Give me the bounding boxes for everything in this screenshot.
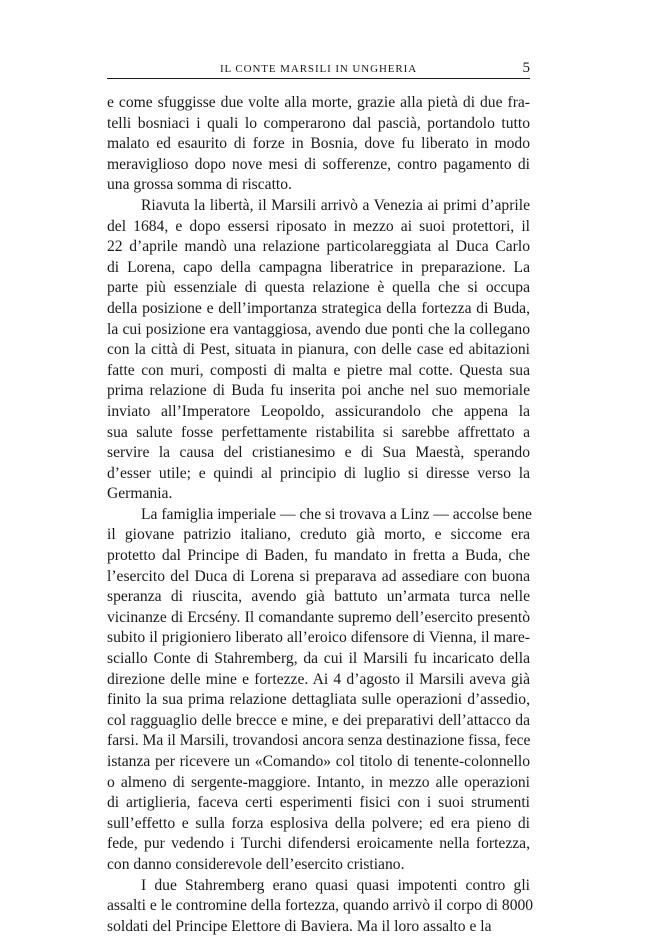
text-line: farsi. Ma il Marsili, trovandosi ancora senza destinazione fissa, fece	[107, 732, 531, 750]
text-line: 22 d’aprile mandò una relazione particolareggiata al Duca Carlo	[107, 238, 530, 256]
text-line: o almeno di sergente-maggiore. Intanto, in mezzo alle operazioni	[107, 773, 530, 791]
text-line: una grossa somma di riscatto.	[107, 176, 292, 194]
text-line: con danno considerevole dell’esercito cristiano.	[107, 855, 405, 873]
text-line: sull’effetto e sulla forza esplosiva della polvere; ed era pieno di	[107, 814, 530, 832]
text-line: telli bosniaci i quali lo comperarono dal pascià, portandolo tutto	[107, 114, 530, 132]
text-line: di artiglieria, faceva certi esperimenti fisici con i suoi strumenti	[107, 794, 530, 812]
text-line: La famiglia imperiale — che si trovava a Linz — accolse bene	[141, 505, 532, 523]
text-line: col ragguaglio delle brecce e mine, e dei preparativi dell’attacco da	[107, 711, 530, 729]
paragraph	[107, 93, 530, 196]
text-line: Riavuta la libertà, il Marsili arrivò a Venezia ai primi d’aprile	[141, 196, 530, 214]
text-line: fatte con muri, composti di malta e pietre mal cotte. Questa sua	[107, 361, 530, 379]
text-line: soldati del Principe Elettore di Baviera. Ma il loro assalto e la	[107, 917, 492, 935]
text-line: I due Stahremberg erano quasi quasi impotenti contro gli	[141, 876, 530, 894]
text-line: l’esercito del Duca di Lorena si preparava ad assediare con buona	[107, 567, 530, 585]
header-rule	[107, 78, 530, 79]
text-line: servire la causa del cristianesimo e di Sua Maestà, sperando	[107, 444, 530, 462]
text-line: inviato all’Imperatore Leopoldo, assicurandolo che appena la	[107, 402, 530, 420]
text-line: il giovane patrizio italiano, creduto già morto, e siccome era	[107, 526, 530, 544]
paragraph	[107, 196, 530, 505]
page-number: 5	[522, 60, 530, 76]
running-title: IL CONTE MARSILI IN UNGHERIA	[219, 63, 418, 75]
text-line: sciallo Conte di Stahremberg, da cui il Marsili fu incaricato della	[107, 650, 530, 668]
text-line: con la città di Pest, situata in pianura, con delle case ed abitazioni	[107, 341, 530, 359]
text-line: vicinanze di Ercsény. Il comandante supremo dell’esercito presentò	[107, 608, 530, 626]
text-line: fede, pur vedendo i Turchi difendersi eroicamente nella fortezza,	[107, 835, 530, 853]
text-line: del 1684, e dopo essersi riposato in mezzo ai suoi protettori, il	[107, 217, 530, 235]
text-line: subito il prigioniero liberato all’eroico difensore di Vienna, il mare-	[107, 629, 530, 647]
body-text	[107, 93, 534, 937]
text-line: e come sfuggisse due volte alla morte, grazie alla pietà di due fra-	[107, 94, 530, 111]
text-line: d’esser utile; e quindi al principio di luglio si diresse verso la	[107, 464, 530, 482]
text-line: speranza di riuscita, avendo già battuto un’armata turca nelle	[107, 588, 530, 606]
text-line: protetto dal Principe di Baden, fu mandato in fretta a Buda, che	[107, 547, 530, 565]
page-header	[107, 60, 530, 78]
text-line: parte più essenziale di questa relazione è quella che si occupa	[107, 279, 530, 297]
text-line: prima relazione di Buda fu inserita poi anche nel suo memoriale	[107, 382, 530, 400]
paragraph	[107, 876, 534, 937]
text-line: finito la sua prima relazione dettagliata sulle operazioni d’assedio,	[107, 691, 530, 709]
text-line: della posizione e dell’importanza strategica della fortezza di Buda,	[107, 299, 530, 317]
text-line: la cui posizione era vantaggiosa, avendo due ponti che la collegano	[107, 320, 530, 338]
text-line: di Lorena, capo della campagna liberatrice in preparazione. La	[107, 258, 530, 276]
paragraph	[107, 505, 530, 876]
text-line: meraviglioso dopo nove mesi di sofferenze, contro pagamento di	[107, 155, 530, 173]
text-line: direzione delle mine e fortezze. Ai 4 d’agosto il Marsili aveva già	[107, 670, 530, 688]
text-line: Germania.	[107, 485, 173, 503]
text-line: malato ed esaurito di forze in Bosnia, dove fu liberato in modo	[107, 135, 530, 153]
book-page	[107, 60, 534, 937]
text-line: istanza per ricevere un «Comando» col titolo di tenente-colonnello	[107, 753, 530, 770]
text-line: assalti e le contromine della fortezza, quando arrivò il corpo di 8000	[107, 897, 534, 915]
text-line: sua salute fosse perfettamente ristabilita si sarebbe affrettato a	[107, 423, 530, 441]
